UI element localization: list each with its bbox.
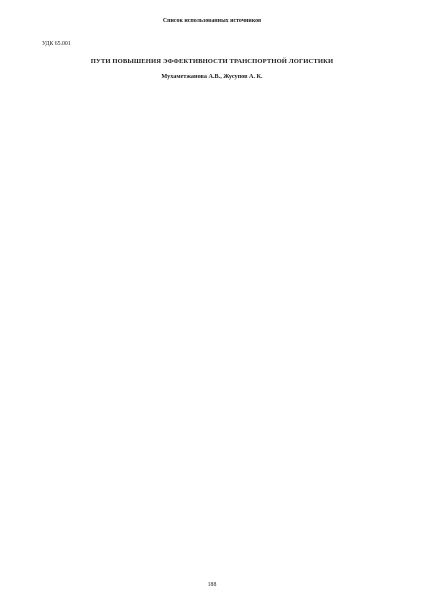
article-authors: Мухаметжанова А.В., Жусупов А. К.: [161, 73, 263, 81]
udk-code: УДК 65.001: [42, 41, 71, 48]
references-heading: Список использованных источников: [162, 18, 262, 24]
article-title: ПУТИ ПОВЫШЕНИЯ ЭФФЕКТИВНОСТИ ТРАНСПОРТНОЙ ЛОГИСТИКИ: [90, 57, 334, 65]
page-number: 188: [207, 582, 217, 588]
